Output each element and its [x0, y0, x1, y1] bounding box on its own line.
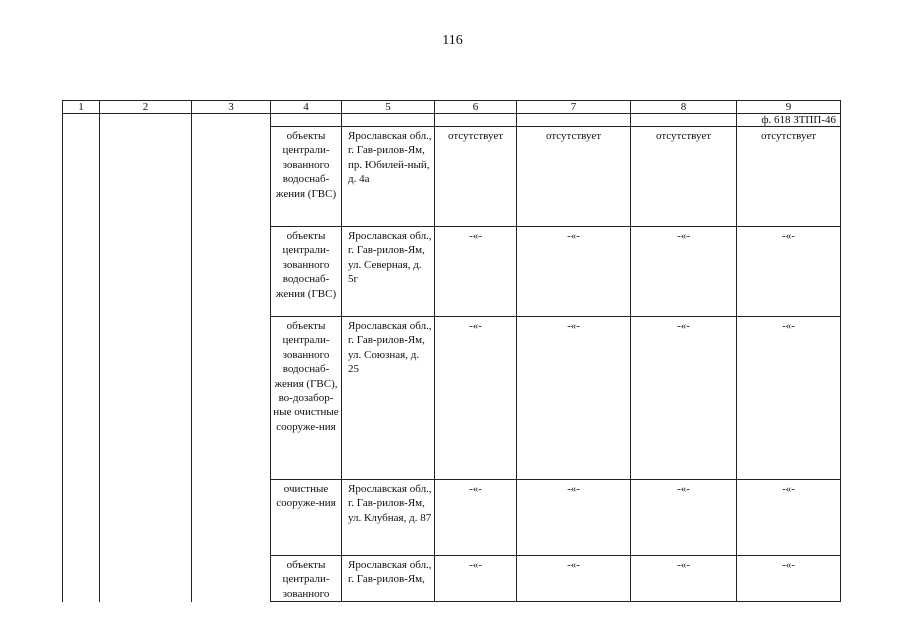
value-cell: отсутствует: [631, 127, 737, 227]
value-cell: -«-: [517, 480, 631, 556]
value-cell: -«-: [737, 556, 841, 602]
table-cell: [100, 114, 192, 602]
column-header: 3: [192, 101, 271, 114]
value-cell: -«-: [737, 227, 841, 317]
column-header: 4: [271, 101, 342, 114]
value-cell: -«-: [435, 317, 517, 480]
page-number: 116: [442, 33, 463, 48]
table-cell: [342, 114, 435, 127]
column-header: 6: [435, 101, 517, 114]
table-cell: [631, 114, 737, 127]
address-cell: Ярославская обл., г. Гав-рилов-Ям, ул. Северная, д. 5г: [342, 227, 435, 317]
column-header: 9: [737, 101, 841, 114]
value-cell: -«-: [517, 317, 631, 480]
table-cell: [271, 114, 342, 127]
value-cell: -«-: [737, 480, 841, 556]
value-cell: -«-: [435, 227, 517, 317]
value-cell: -«-: [517, 227, 631, 317]
registry-table: [62, 100, 840, 602]
value-cell: отсутствует: [435, 127, 517, 227]
value-cell: -«-: [631, 556, 737, 602]
value-cell: -«-: [631, 317, 737, 480]
table-cell: [63, 114, 100, 602]
address-cell: Ярославская обл., г. Гав-рилов-Ям, ул. Клубная, д. 87: [342, 480, 435, 556]
value-cell: -«-: [517, 556, 631, 602]
column-header: 1: [63, 101, 100, 114]
column-number-row: [63, 101, 841, 114]
column-header: 7: [517, 101, 631, 114]
object-cell: объекты централи-зованного водоснаб-жения (ГВС): [271, 227, 342, 317]
table-cell: [517, 114, 631, 127]
object-cell: объекты централи-зованного водоснаб-жения (ГВС), во-дозабор-ные очистные сооруже-ния: [271, 317, 342, 480]
table-cell: [435, 114, 517, 127]
form-code: ф. 618 ЗТПП-46: [737, 114, 841, 127]
address-cell: Ярославская обл., г. Гав-рилов-Ям, пр. Юбилей-ный, д. 4а: [342, 127, 435, 227]
address-cell: Ярославская обл., г. Гав-рилов-Ям,: [342, 556, 435, 602]
value-cell: отсутствует: [737, 127, 841, 227]
value-cell: -«-: [631, 227, 737, 317]
value-cell: -«-: [435, 556, 517, 602]
column-header: 2: [100, 101, 192, 114]
column-header: 5: [342, 101, 435, 114]
table-cell: [192, 114, 271, 602]
form-code-row: [63, 114, 841, 127]
object-cell: очистные сооруже-ния: [271, 480, 342, 556]
column-header: 8: [631, 101, 737, 114]
object-cell: объекты централи-зованного водоснаб-жения (ГВС): [271, 127, 342, 227]
value-cell: -«-: [435, 480, 517, 556]
value-cell: -«-: [631, 480, 737, 556]
object-cell: объекты централи-зованного: [271, 556, 342, 602]
address-cell: Ярославская обл., г. Гав-рилов-Ям, ул. Союзная, д. 25: [342, 317, 435, 480]
value-cell: -«-: [737, 317, 841, 480]
value-cell: отсутствует: [517, 127, 631, 227]
